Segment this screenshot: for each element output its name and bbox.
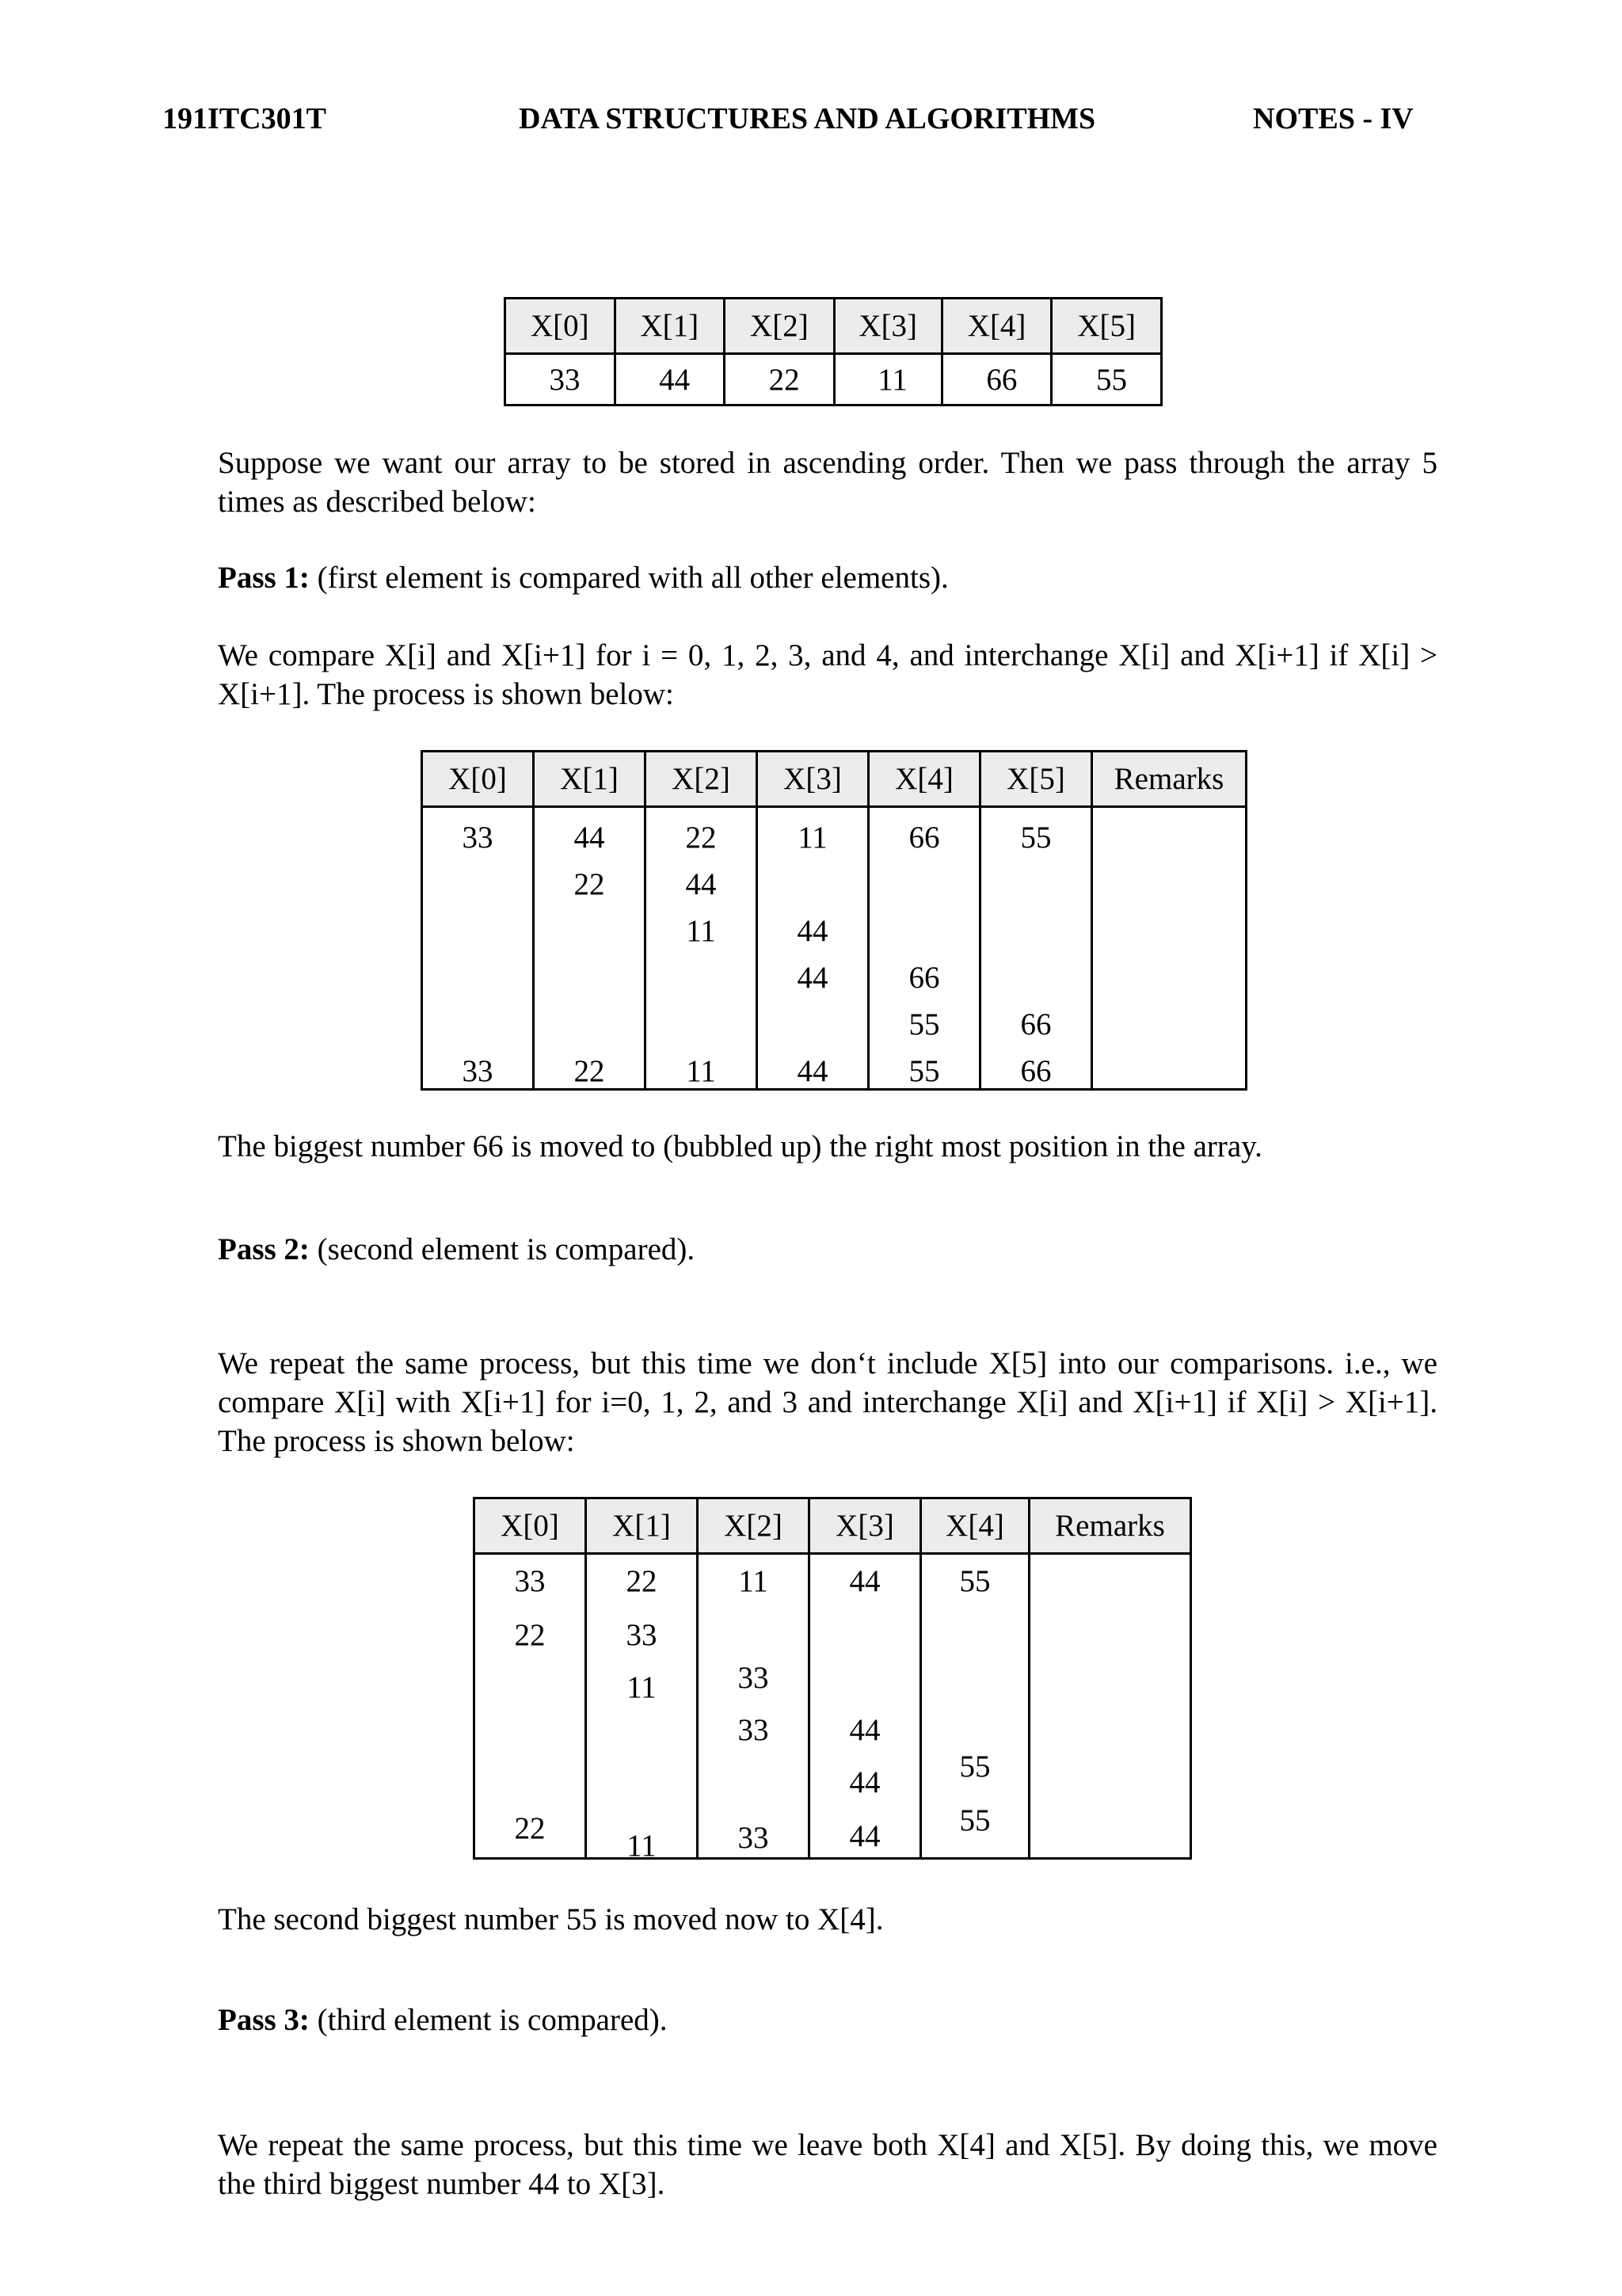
pass2-column (809, 1554, 921, 1859)
pass2-header-cell: X[2] (698, 1498, 809, 1554)
pass1-header-cell: X[4] (869, 752, 980, 807)
pass1-value: 66 (908, 821, 940, 855)
pass2-column (698, 1554, 809, 1859)
pass1-header-cell: X[5] (980, 752, 1092, 807)
pass2-paragraph: We repeat the same process, but this time we don‘t include X[5] into our comparisons. i.e., we compare X[i] with X[i+1] for i=0, 1, 2, and 3 and interchange X[i] and X[i+1] if X[i] > X[i+1]. The process is shown below: (218, 1346, 1437, 1458)
intro-paragraph: Suppose we want our array to be stored in ascending order. Then we pass through the array 5 times as described below: (218, 446, 1437, 519)
pass1-header-cell: X[2] (645, 752, 757, 807)
pass2-value: 33 (737, 1713, 769, 1747)
pass2-value: 11 (738, 1564, 768, 1598)
pass1-column (645, 807, 757, 1090)
array-table (504, 297, 1163, 406)
pass1-column (869, 807, 980, 1090)
pass2-remarks-column (1030, 1554, 1191, 1859)
notes-label: NOTES - IV (1253, 102, 1414, 135)
array-header-cell: X[1] (615, 299, 725, 354)
pass3-heading: Pass 3: (218, 2003, 310, 2037)
pass1-body-row (422, 807, 1247, 1090)
pass1-value: 66 (1020, 1054, 1052, 1088)
pass2-header-row (474, 1498, 1191, 1554)
pass2-value: 33 (737, 1821, 769, 1855)
array-header-cell: X[2] (725, 299, 835, 354)
pass1-value: 66 (908, 961, 940, 995)
pass2-column (474, 1554, 586, 1859)
array-header-cell: X[5] (1052, 299, 1162, 354)
pass1-value: 33 (462, 821, 493, 855)
pass3-heading-desc: (third element is compared). (309, 2003, 668, 2037)
pass2-body-row (474, 1554, 1191, 1859)
pass2-column (586, 1554, 698, 1863)
array-header-cell: X[4] (942, 299, 1052, 354)
array-value-cell: 22 (725, 354, 835, 406)
pass1-paragraph: We compare X[i] and X[i+1] for i = 0, 1, 2, 3, and 4, and interchange X[i] and X[i+1] if X[i] > X[i+1]. The process is shown below: (218, 638, 1437, 711)
pass1-header-cell: Remarks (1092, 752, 1247, 807)
pass1-column (757, 807, 869, 1090)
array-value-cell: 66 (942, 354, 1052, 406)
pass1-value: 22 (573, 867, 605, 901)
pass2-value: 55 (959, 1750, 991, 1784)
pass1-value: 55 (908, 1054, 940, 1088)
pass1-heading: Pass 1: (218, 561, 310, 595)
pass1-column (422, 807, 534, 1090)
pass2-value: 33 (514, 1564, 546, 1598)
pass1-value: 44 (685, 867, 717, 901)
pass2-value: 55 (959, 1803, 991, 1837)
pass3-paragraph: We repeat the same process, but this time we leave both X[4] and X[5]. By doing this, we move the third biggest number 44 to X[3]. (218, 2128, 1437, 2201)
pass1-heading-desc: (first element is compared with all other elements). (309, 561, 949, 595)
array-value-cell: 44 (615, 354, 725, 406)
pass2-value: 22 (514, 1618, 546, 1652)
pass1-value: 66 (1020, 1007, 1052, 1041)
pass2-heading-desc: (second element is compared). (309, 1232, 695, 1266)
pass2-header-cell: X[1] (586, 1498, 698, 1554)
pass2-value: 44 (849, 1564, 881, 1598)
pass1-value: 44 (797, 961, 828, 995)
pass2-value: 44 (849, 1819, 881, 1853)
pass2-value: 11 (626, 1829, 657, 1863)
pass2-heading: Pass 2: (218, 1232, 310, 1266)
pass1-value: 33 (462, 1054, 493, 1088)
pass2-value: 55 (959, 1564, 991, 1598)
pass1-header-cell: X[0] (422, 752, 534, 807)
pass2-value: 33 (626, 1618, 657, 1652)
pass2-heading-line (218, 1230, 1437, 1269)
array-table-value-row (505, 354, 1162, 406)
pass2-value: 22 (514, 1811, 546, 1845)
pass1-value: 55 (908, 1007, 940, 1041)
pass2-table (473, 1497, 1192, 1863)
array-value-cell: 33 (505, 354, 615, 406)
pass1-heading-line (218, 558, 1437, 597)
course-code: 191ITC301T (162, 102, 326, 135)
pass1-value: 44 (573, 821, 605, 855)
pass1-conclusion: The biggest number 66 is moved to (bubbled up) the right most position in the array. (218, 1129, 1262, 1163)
array-table-header-row (505, 299, 1162, 354)
pass1-value: 44 (797, 914, 828, 948)
pass2-conclusion: The second biggest number 55 is moved now to X[4]. (218, 1902, 884, 1936)
pass2-value: 44 (849, 1713, 881, 1747)
pass1-header-row (422, 752, 1247, 807)
pass1-header-cell: X[3] (757, 752, 869, 807)
pass2-header-cell: X[4] (921, 1498, 1030, 1554)
pass1-value: 55 (1020, 821, 1052, 855)
array-header-cell: X[3] (834, 299, 942, 354)
pass1-value: 11 (686, 1054, 716, 1088)
pass1-value: 11 (798, 821, 828, 855)
pass2-column (921, 1554, 1030, 1859)
array-value-cell: 55 (1052, 354, 1162, 406)
pass2-value: 11 (626, 1670, 657, 1704)
pass2-header-cell: X[3] (809, 1498, 921, 1554)
pass1-value: 44 (797, 1054, 828, 1088)
array-header-cell: X[0] (505, 299, 615, 354)
pass2-header-cell: Remarks (1030, 1498, 1191, 1554)
pass2-value: 44 (849, 1765, 881, 1799)
pass1-table (421, 750, 1247, 1091)
pass1-remarks-column (1092, 807, 1247, 1090)
pass1-value: 22 (685, 821, 717, 855)
pass1-value: 11 (686, 914, 716, 948)
pass1-header-cell: X[1] (534, 752, 645, 807)
pass2-value: 22 (626, 1564, 657, 1598)
array-value-cell: 11 (834, 354, 942, 406)
pass1-value: 22 (573, 1054, 605, 1088)
pass2-header-cell: X[0] (474, 1498, 586, 1554)
pass1-column (534, 807, 645, 1090)
pass1-column (980, 807, 1092, 1090)
pass2-value: 33 (737, 1661, 769, 1695)
course-title: DATA STRUCTURES AND ALGORITHMS (519, 102, 1096, 135)
pass3-heading-line (218, 2001, 1437, 2039)
